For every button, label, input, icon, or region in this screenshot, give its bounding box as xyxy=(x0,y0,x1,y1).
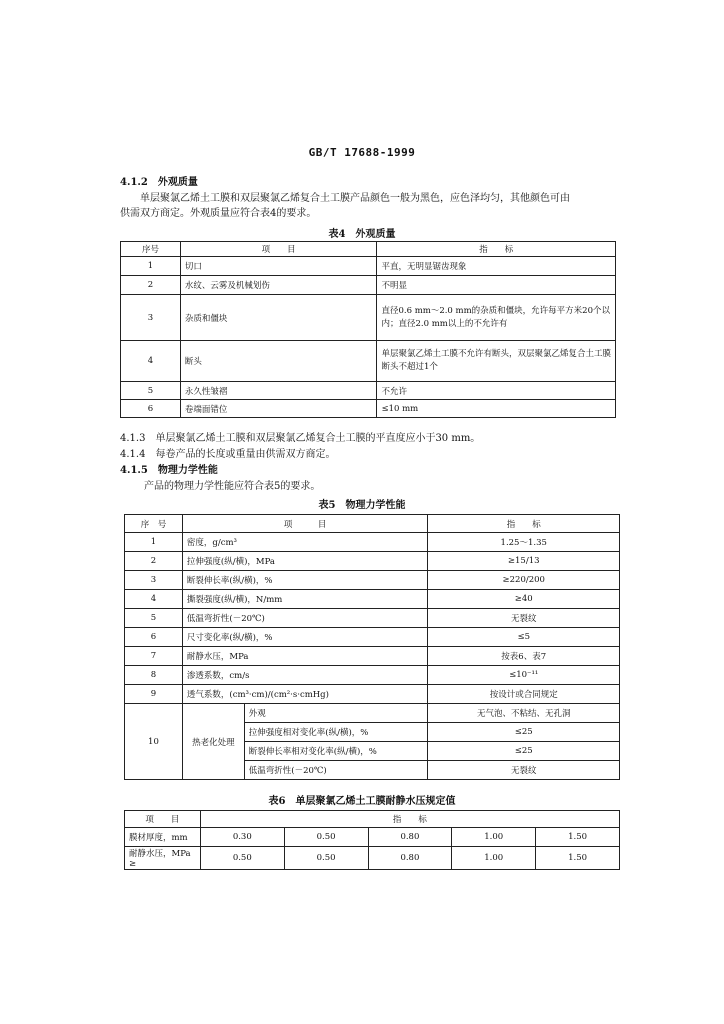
table5-aging-subitem: 低温弯折性(－20℃) xyxy=(244,761,428,780)
table-row xyxy=(125,628,620,647)
table6-cell: 0.50 xyxy=(284,847,368,870)
table5-row-value: 无裂纹 xyxy=(428,609,620,628)
table4-row-item: 杂质和僵块 xyxy=(180,295,377,341)
table5-row-item: 尺寸变化率(纵/横)，% xyxy=(182,628,428,647)
table5-aging-value: 无裂纹 xyxy=(428,761,620,780)
table6-header-values: 指 标 xyxy=(200,811,619,828)
table4-row-item: 水纹、云雾及机械划伤 xyxy=(180,276,377,295)
table5-aging-no: 10 xyxy=(125,704,183,780)
table5-header-item: 项 目 xyxy=(182,515,428,533)
table6-cell: 0.80 xyxy=(368,828,452,847)
table5-row-value: ≥40 xyxy=(428,590,620,609)
table5-row-value: 按设计或合同规定 xyxy=(428,685,620,704)
table4-row-no: 5 xyxy=(121,382,181,400)
table6-row-label: 耐静水压，MPa ≥ xyxy=(125,847,201,870)
table4-row-item: 切口 xyxy=(180,257,377,276)
section-4-1-2-text-line2: 供需双方商定。外观质量应符合表4的要求。 xyxy=(120,208,317,219)
table5-physical-mechanical xyxy=(124,514,620,780)
table5-row-no: 3 xyxy=(125,571,183,590)
table5-header-no: 序 号 xyxy=(125,515,183,533)
table5-row-no: 7 xyxy=(125,647,183,666)
table4-row-no: 3 xyxy=(121,295,181,341)
table-row xyxy=(121,257,616,276)
table6-hydrostatic-pressure xyxy=(124,810,620,870)
table5-header-value: 指 标 xyxy=(428,515,620,533)
table-row xyxy=(125,609,620,628)
table6-cell: 0.30 xyxy=(200,828,284,847)
table6-row-label: 膜材厚度，mm xyxy=(125,828,201,847)
table-row xyxy=(121,382,616,400)
table5-row-no: 5 xyxy=(125,609,183,628)
table4-row-no: 4 xyxy=(121,341,181,382)
table5-row-value: ≤10⁻¹¹ xyxy=(428,666,620,685)
table5-row-no: 9 xyxy=(125,685,183,704)
section-4-1-2-heading: 4.1.2 外观质量 xyxy=(120,177,198,188)
table6-caption: 表6 单层聚氯乙烯土工膜耐静水压规定值 xyxy=(268,796,456,807)
table5-aging-subitem: 拉伸强度相对变化率(纵/横)，% xyxy=(244,723,428,742)
table5-row-item: 透气系数，(cm³·cm)/(cm²·s·cmHg) xyxy=(182,685,428,704)
table5-row-no: 8 xyxy=(125,666,183,685)
table6-cell: 0.50 xyxy=(200,847,284,870)
table5-row-no: 6 xyxy=(125,628,183,647)
table4-header-item: 项 目 xyxy=(180,242,377,257)
table4-row-item: 断头 xyxy=(180,341,377,382)
table-row xyxy=(121,295,616,341)
table-row xyxy=(125,685,620,704)
table4-row-value: 不允许 xyxy=(377,382,616,400)
table4-row-value: 直径0.6 mm～2.0 mm的杂质和僵块，允许每平方米20个以内；直径2.0 mm以上的不允许有 xyxy=(377,295,616,341)
page-header: GB/T 17688-1999 xyxy=(308,146,416,159)
table-row xyxy=(125,590,620,609)
section-4-1-5-text: 产品的物理力学性能应符合表5的要求。 xyxy=(144,481,321,492)
table-row xyxy=(125,828,620,847)
table4-row-no: 1 xyxy=(121,257,181,276)
table5-row-value: ≥220/200 xyxy=(428,571,620,590)
table5-row-item: 密度，g/cm³ xyxy=(182,533,428,552)
table6-cell: 1.00 xyxy=(452,828,536,847)
table-row xyxy=(125,571,620,590)
table5-row-no: 2 xyxy=(125,552,183,571)
table5-aging-subitem: 外观 xyxy=(244,704,428,723)
table6-cell: 1.50 xyxy=(536,828,620,847)
table4-appearance-quality xyxy=(120,241,616,418)
table-row xyxy=(125,666,620,685)
table5-row-value: ≥15/13 xyxy=(428,552,620,571)
table6-cell: 0.50 xyxy=(284,828,368,847)
table-row xyxy=(121,276,616,295)
table5-row-item: 低温弯折性(－20℃) xyxy=(182,609,428,628)
table4-row-item: 卷端面错位 xyxy=(180,400,377,418)
table4-row-value: 单层聚氯乙烯土工膜不允许有断头，双层聚氯乙烯复合土工膜断头不超过1个 xyxy=(377,341,616,382)
table5-aging-item: 热老化处理 xyxy=(182,704,244,780)
table6-header-row xyxy=(125,811,620,828)
table6-cell: 0.80 xyxy=(368,847,452,870)
table4-header-row xyxy=(121,242,616,257)
section-4-1-5-heading: 4.1.5 物理力学性能 xyxy=(120,465,218,476)
table4-header-value: 指 标 xyxy=(377,242,616,257)
table4-header-no: 序号 xyxy=(121,242,181,257)
table5-row-item: 撕裂强度(纵/横)，N/mm xyxy=(182,590,428,609)
table6-cell: 1.50 xyxy=(536,847,620,870)
table6-header-item: 项 目 xyxy=(125,811,201,828)
table4-row-value: 平直，无明显锯齿现象 xyxy=(377,257,616,276)
table5-row-value: 1.25～1.35 xyxy=(428,533,620,552)
table-row xyxy=(125,533,620,552)
table5-row-value: 按表6、表7 xyxy=(428,647,620,666)
table4-row-item: 永久性皱褶 xyxy=(180,382,377,400)
table5-row-item: 耐静水压，MPa xyxy=(182,647,428,666)
table4-caption: 表4 外观质量 xyxy=(328,229,396,240)
table4-row-no: 6 xyxy=(121,400,181,418)
table5-row-item: 渗透系数，cm/s xyxy=(182,666,428,685)
section-4-1-4: 4.1.4 每卷产品的长度或重量由供需双方商定。 xyxy=(120,449,336,460)
table-row xyxy=(125,704,620,723)
table4-row-no: 2 xyxy=(121,276,181,295)
table5-aging-subitem: 断裂伸长率相对变化率(纵/横)，% xyxy=(244,742,428,761)
table6-cell: 1.00 xyxy=(452,847,536,870)
table5-row-item: 断裂伸长率(纵/横)，% xyxy=(182,571,428,590)
table5-row-no: 4 xyxy=(125,590,183,609)
table5-caption: 表5 物理力学性能 xyxy=(318,500,406,511)
table5-row-item: 拉伸强度(纵/横)，MPa xyxy=(182,552,428,571)
table4-row-value: ≤10 mm xyxy=(377,400,616,418)
section-4-1-2-text-line1: 单层聚氯乙烯土工膜和双层聚氯乙烯复合土工膜产品颜色一般为黑色，应色泽均匀，其他颜色可由 xyxy=(140,193,570,204)
table5-aging-value: ≤25 xyxy=(428,723,620,742)
table5-header-row xyxy=(125,515,620,533)
section-4-1-3: 4.1.3 单层聚氯乙烯土工膜和双层聚氯乙烯复合土工膜的平直度应小于30 mm。 xyxy=(120,433,481,444)
table5-aging-value: 无气泡、不粘结、无孔洞 xyxy=(428,704,620,723)
table5-aging-value: ≤25 xyxy=(428,742,620,761)
table4-row-value: 不明显 xyxy=(377,276,616,295)
table-row xyxy=(125,552,620,571)
table5-row-no: 1 xyxy=(125,533,183,552)
table5-row-value: ≤5 xyxy=(428,628,620,647)
table-row xyxy=(125,647,620,666)
table-row xyxy=(121,400,616,418)
table-row xyxy=(121,341,616,382)
table-row xyxy=(125,847,620,870)
